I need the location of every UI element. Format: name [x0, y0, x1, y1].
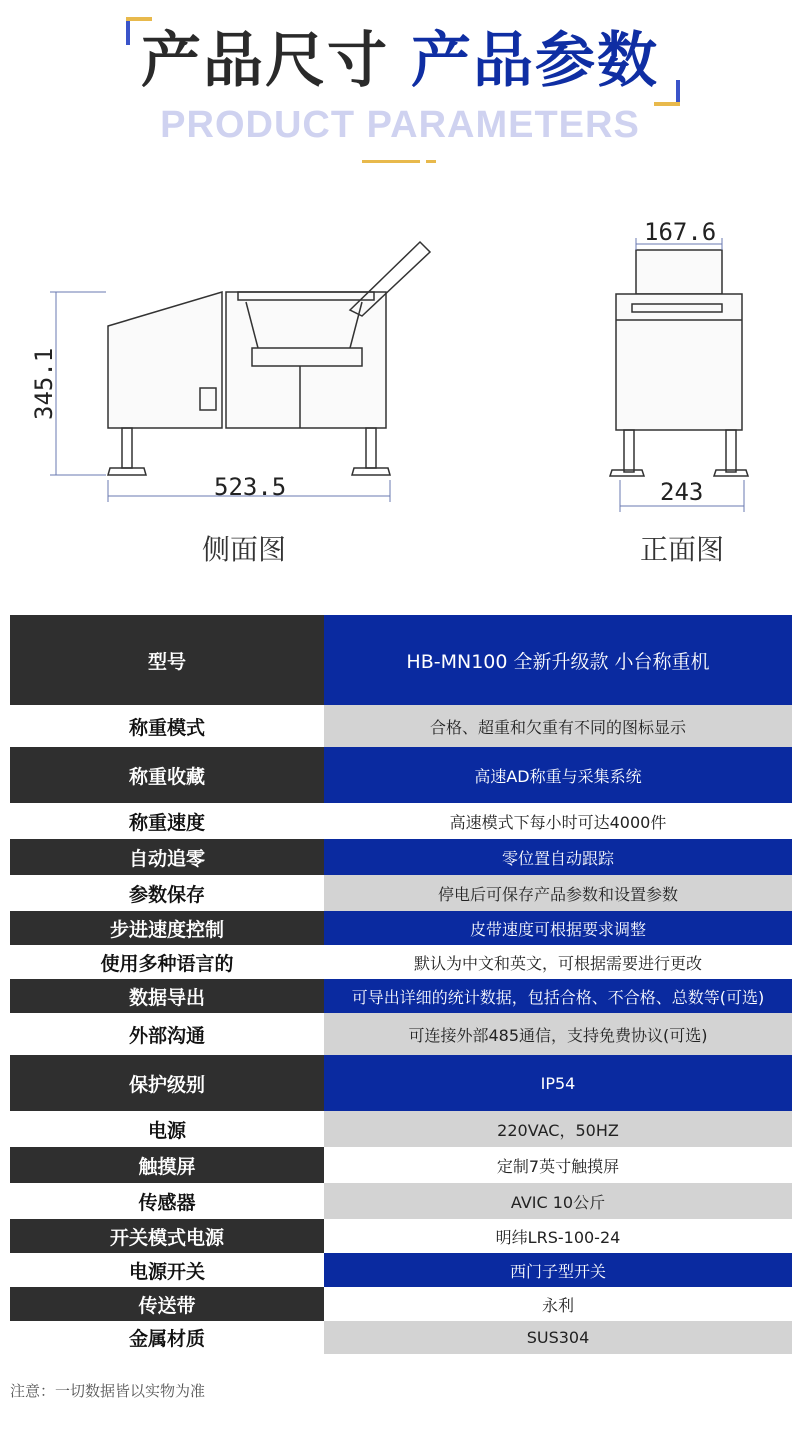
parameter-table: [10, 615, 792, 1354]
param-key: 外部沟通: [10, 1013, 324, 1055]
param-value: 零位置自动跟踪: [324, 839, 792, 875]
side-view-drawing: [108, 242, 430, 475]
param-key: 电源开关: [10, 1253, 324, 1287]
param-value: 永利: [324, 1287, 792, 1321]
param-key: 电源: [10, 1111, 324, 1147]
param-value: 停电后可保存产品参数和设置参数: [324, 875, 792, 911]
table-row: [10, 747, 792, 803]
param-key: 保护级别: [10, 1055, 324, 1111]
param-key: 参数保存: [10, 875, 324, 911]
front-top-width-dimension: 167.6: [644, 218, 717, 246]
table-row: [10, 911, 792, 945]
param-key: 触摸屏: [10, 1147, 324, 1183]
param-value: SUS304: [324, 1321, 792, 1354]
table-row: [10, 839, 792, 875]
title-underline: [362, 160, 420, 163]
param-key: 型号: [10, 615, 324, 705]
table-row: [10, 1183, 792, 1219]
param-value: 高速模式下每小时可达4000件: [324, 803, 792, 839]
param-key: 步进速度控制: [10, 911, 324, 945]
page-subtitle: PRODUCT PARAMETERS: [160, 104, 640, 146]
title-underline-dot: [426, 160, 436, 163]
param-value: 可导出详细的统计数据，包括合格、不合格、总数等(可选): [324, 979, 792, 1013]
param-value: IP54: [324, 1055, 792, 1111]
table-row: [10, 1111, 792, 1147]
param-value: 皮带速度可根据要求调整: [324, 911, 792, 945]
param-key: 称重速度: [10, 803, 324, 839]
table-row: [10, 1147, 792, 1183]
param-key: 自动追零: [10, 839, 324, 875]
param-value: 220VAC，50HZ: [324, 1111, 792, 1147]
title-parameters: 产品参数: [411, 26, 659, 96]
table-row: [10, 1287, 792, 1321]
front-view-label: 正面图: [640, 533, 725, 566]
param-value: 定制7英寸触摸屏: [324, 1147, 792, 1183]
side-height-dimension: 345.1: [30, 347, 58, 420]
side-width-dimension: 523.5: [214, 473, 287, 501]
table-row: [10, 615, 792, 705]
param-key: 金属材质: [10, 1321, 324, 1354]
param-value: HB-MN100 全新升级款 小台称重机: [324, 615, 792, 705]
param-key: 开关模式电源: [10, 1219, 324, 1253]
front-view-drawing: [610, 250, 748, 476]
param-key: 使用多种语言的: [10, 945, 324, 979]
footnote: 注意：一切数据皆以实物为准: [10, 1382, 206, 1400]
param-value: 合格、超重和欠重有不同的图标显示: [324, 705, 792, 747]
param-value: AVIC 10公斤: [324, 1183, 792, 1219]
table-row: [10, 1013, 792, 1055]
front-width-dimension: 243: [660, 478, 704, 506]
table-row: [10, 803, 792, 839]
table-row: [10, 705, 792, 747]
param-value: 明纬LRS-100-24: [324, 1219, 792, 1253]
table-row: [10, 1253, 792, 1287]
dimension-drawing: [0, 180, 800, 580]
param-key: 称重模式: [10, 705, 324, 747]
page-header: [0, 0, 800, 170]
table-row: [10, 875, 792, 911]
param-value: 高速AD称重与采集系统: [324, 747, 792, 803]
table-row: [10, 945, 792, 979]
param-key: 称重收藏: [10, 747, 324, 803]
table-row: [10, 1055, 792, 1111]
param-value: 默认为中文和英文，可根据需要进行更改: [324, 945, 792, 979]
side-view-label: 侧面图: [201, 533, 286, 566]
page-title: [0, 22, 800, 100]
corner-bracket-decoration: [126, 17, 152, 21]
table-row: [10, 979, 792, 1013]
title-dimensions: 产品尺寸: [141, 26, 389, 96]
param-key: 传送带: [10, 1287, 324, 1321]
technical-drawing: [0, 180, 800, 580]
param-key: 传感器: [10, 1183, 324, 1219]
param-value: 可连接外部485通信，支持免费协议(可选): [324, 1013, 792, 1055]
table-row: [10, 1219, 792, 1253]
param-value: 西门子型开关: [324, 1253, 792, 1287]
param-key: 数据导出: [10, 979, 324, 1013]
table-row: [10, 1321, 792, 1354]
